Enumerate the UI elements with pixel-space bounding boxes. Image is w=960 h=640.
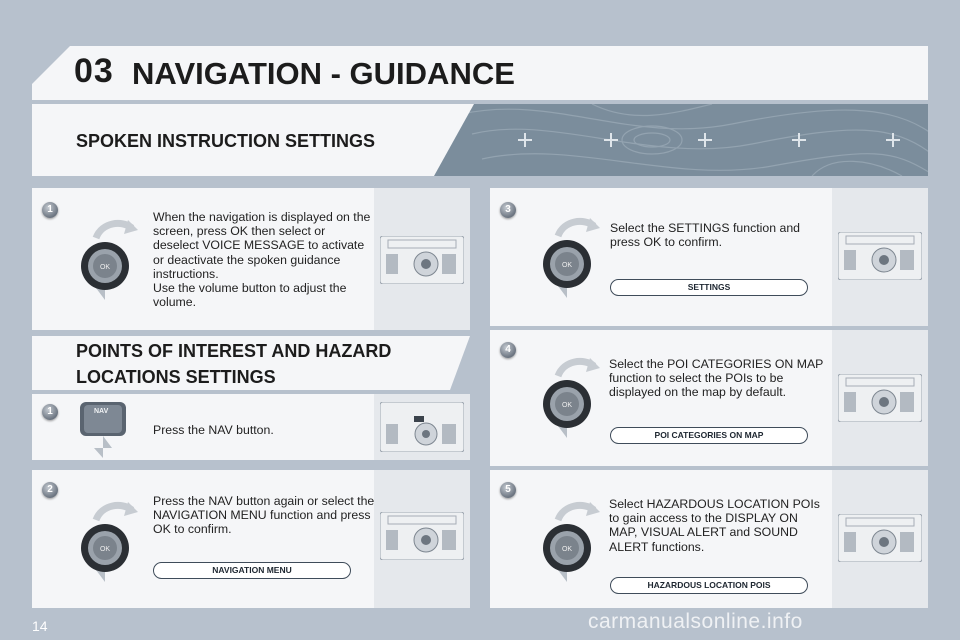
radio-unit-icon <box>380 236 464 284</box>
watermark: carmanualsonline.info <box>588 610 803 633</box>
step-badge: 3 <box>500 202 516 218</box>
rotary-knob-icon <box>72 218 142 303</box>
radio-unit-image <box>374 470 470 608</box>
rotary-knob-icon <box>534 356 604 441</box>
radio-unit-icon <box>838 374 922 422</box>
step-text: Press the NAV button again or select the NAVIGATION MENU function and press OK to confirm. <box>153 494 375 537</box>
step-panel <box>32 394 470 460</box>
step-panel <box>490 188 928 326</box>
step-panel <box>32 470 470 608</box>
radio-unit-image <box>832 470 928 608</box>
menu-pill-navigation-menu: NAVIGATION MENU <box>153 562 351 579</box>
svg-text:OK: OK <box>99 264 111 271</box>
menu-pill-poi-categories: POI CATEGORIES ON MAP <box>610 427 808 444</box>
step-text: When the navigation is displayed on the screen, press OK then select or deselect VOICE MESSAGE to activate or deactivate the spoken guidance instructions. Use the volume button to adjust the volume. <box>153 210 371 310</box>
chapter-number: 03 <box>74 52 114 90</box>
step-badge: 5 <box>500 482 516 498</box>
page-title: NAVIGATION - GUIDANCE <box>132 56 515 91</box>
step-badge: 1 <box>42 202 58 218</box>
rotary-knob-icon <box>72 500 142 585</box>
step-text: Select the SETTINGS function and press OK to confirm. <box>610 221 801 250</box>
step-badge: 2 <box>42 482 58 498</box>
step-badge: 4 <box>500 342 516 358</box>
svg-text:OK: OK <box>99 546 111 553</box>
radio-unit-icon <box>838 514 922 562</box>
section-title-poi: POINTS OF INTEREST AND HAZARD LOCATIONS SETTINGS <box>76 341 392 387</box>
rotary-knob-icon <box>534 216 604 301</box>
page-number: 14 <box>32 618 48 634</box>
radio-unit-icon <box>380 512 464 560</box>
svg-text:OK: OK <box>561 402 573 409</box>
nav-button-label: NAV <box>94 408 109 415</box>
step-panel <box>32 188 470 330</box>
menu-pill-hazardous-location: HAZARDOUS LOCATION POIS <box>610 577 808 594</box>
radio-unit-icon <box>380 402 464 452</box>
section-title-spoken: SPOKEN INSTRUCTION SETTINGS <box>76 131 376 151</box>
radio-unit-image <box>832 330 928 466</box>
step-text: Press the NAV button. <box>153 423 274 437</box>
step-text: Select HAZARDOUS LOCATION POIs to gain access to the DISPLAY ON MAP, VISUAL ALERT and SOUND ALERT functions. <box>609 497 820 554</box>
radio-unit-image <box>374 188 470 330</box>
radio-unit-image <box>832 188 928 326</box>
menu-pill-settings: SETTINGS <box>610 279 808 296</box>
svg-text:OK: OK <box>561 262 573 269</box>
radio-unit-image <box>374 394 470 460</box>
step-text: Select the POI CATEGORIES ON MAP function to select the POIs to be displayed on the map by default. <box>609 357 824 400</box>
step-panel <box>490 330 928 466</box>
radio-unit-icon <box>838 232 922 280</box>
step-badge: 1 <box>42 404 58 420</box>
step-panel <box>490 470 928 608</box>
svg-text:OK: OK <box>561 546 573 553</box>
rotary-knob-icon <box>534 500 604 585</box>
